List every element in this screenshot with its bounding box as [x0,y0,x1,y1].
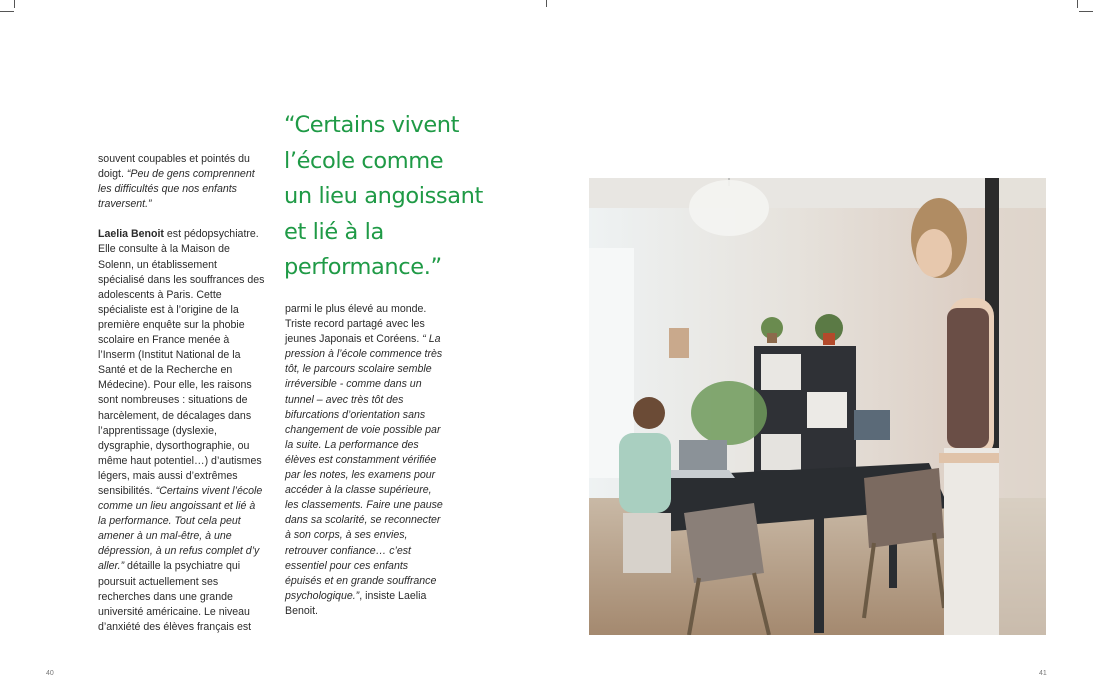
crop-mark [546,0,547,7]
crop-mark [1079,11,1093,12]
quote-text: “ La pression à l’école commence très tôt, le parcours scolaire semble irréversible - comme dans un tunnel – avec très tôt des bifurcations d’orientation sans changement de voie possible par la suite. La performance des élèves est constamment vérifiée par les notes, les examens pour accéder à la classe supérieure, les classements. Faire une pause dans sa scolarité, se reconnecter à son corps, à ses envies, retrouver confiance… c’est essentiel pour ces enfants épuisés et en grande souffrance psychologique.” [285,333,443,602]
paragraph [285,302,447,619]
crop-mark [1077,0,1078,8]
photo-office-scene [589,178,1046,635]
paragraph [98,152,266,212]
right-text-column [285,302,447,619]
body-text: est pédopsychiatre. Elle consulte à la Maison de Solenn, un établissement spécialisé dans les souffrances des adolescents à Paris. Cette spécialiste est à l’origine de la première enquête sur la phobie scolaire en France menée à l’Inserm (Institut National de la Santé et de la Recherche en Médecine). Pour elle, les raisons sont nombreuses : situations de harcèlement, de décalages dans l’apprentissage (dyslexie, dysgraphie, dysorthographie, ou même haut potentiel…) d’autismes légers, mais aussi d’extrêmes sensibilités. [98,228,265,497]
pull-quote [284,108,484,286]
pull-quote-line: l’école comme [284,147,444,174]
quote-text: “Certains vivent l’école comme un lieu angoissant et lié à la performance. Tout cela peut amener à un mal-être, à une dépression, à un refus complet d’y aller.” [98,484,263,573]
pull-quote-line: performance.” [284,254,442,280]
crop-mark [0,11,14,12]
body-text: parmi le plus élevé au monde. Triste record partagé avec les jeunes Japonais et Coréens. [285,303,427,346]
crop-mark [14,0,15,8]
left-text-column [98,152,266,635]
pull-quote-line: et lié à la [284,218,384,245]
body-text: , insiste Laelia Benoit. [285,589,427,617]
body-text: souvent coupables et pointés du doigt. [98,153,250,181]
pull-quote-line: “Certains vivent [284,112,460,138]
pull-quote-line: un lieu angoissant [284,183,483,209]
quote-text: “Peu de gens comprennent les difficultés que nos enfants traversent.” [98,168,255,211]
page-number-right: 41 [1039,670,1047,677]
paragraph [98,227,266,635]
person-name: Laelia Benoit [98,228,164,241]
page-number-left: 40 [46,670,54,677]
body-text: détaille la psychiatre qui poursuit actuellement ses recherches dans une grande université américaine. Le niveau d’anxiété des élèves français est [98,560,252,633]
